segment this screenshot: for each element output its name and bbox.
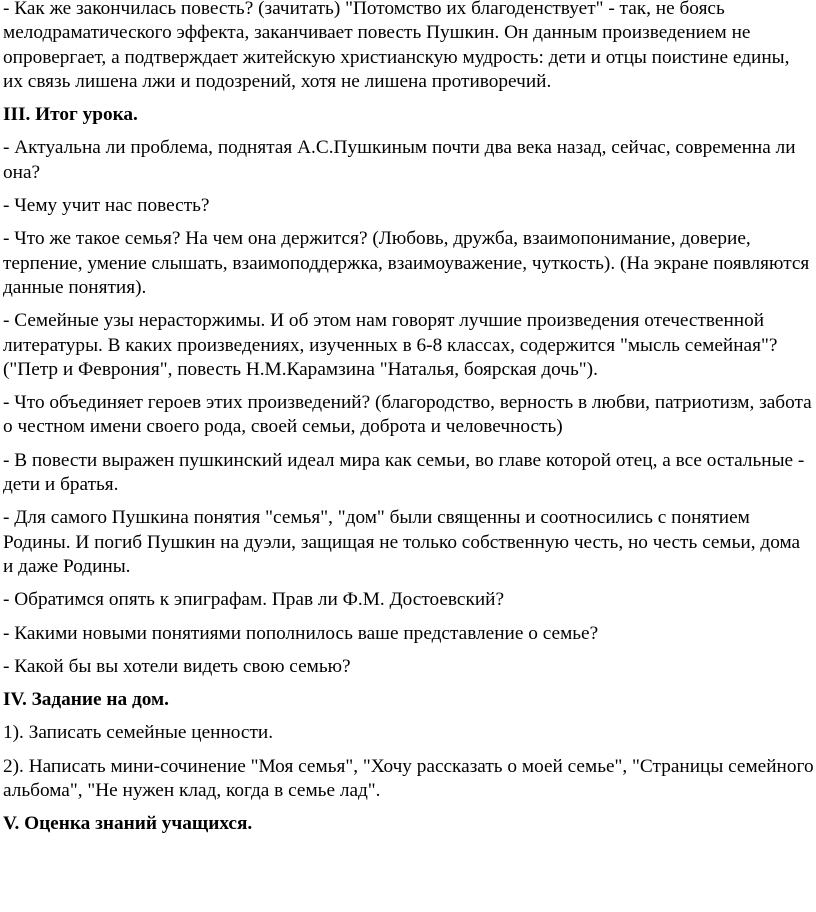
section-heading-assessment: V. Оценка знаний учащихся. (3, 813, 253, 835)
section-heading-homework: IV. Задание на дом. (3, 689, 169, 711)
question-family-definition: - Что же такое семья? На чем она держится? (Любовь, дружба, взаимопонимание, доверие, терпение, умение слышать, взаимоподдержка, взаимоуважение, чуткость). (На экране появляются данные понятия). (3, 228, 810, 298)
question-heroes-common: - Что объединяет героев этих произведений? (благородство, верность в любви, патриотизм, забота о честном имени своего рода, своей семьи, доброта и человечность) (3, 392, 812, 438)
question-relevance: - Актуальна ли проблема, поднятая А.С.Пушкиным почти два века назад, сейчас, современна ли она? (3, 137, 796, 183)
question-desired-family: - Какой бы вы хотели видеть свою семью? (3, 655, 351, 677)
section-heading-lesson-summary: III. Итог урока. (3, 104, 138, 126)
question-epigraphs: - Обратимся опять к эпиграфам. Прав ли Ф.М. Достоевский? (3, 589, 505, 611)
story-ending-paragraph: - Как же закончилась повесть? (зачитать) "Потомство их благоденствует" - так, не боясь мелодраматического эффекта, заканчивает повесть Пушкин. Он данным произведением не опровергает, а подтверждает житейскую христианскую мудрость: дети и отцы поистине едины, их связь лишена лжи и подозрений, хотя не лишена противоречий. (3, 0, 790, 92)
statement-pushkin-family-home: - Для самого Пушкина понятия "семья", "дом" были священны и соотносились с понятием Родины. И погиб Пушкин на дуэли, защищая не только собственную честь, но честь семьи, дома и даже Родины. (3, 507, 801, 577)
question-teaching: - Чему учит нас повесть? (3, 195, 210, 217)
homework-item-1: 1). Записать семейные ценности. (3, 722, 274, 744)
statement-pushkin-ideal: - В повести выражен пушкинский идеал мира как семьи, во главе которой отец, а все остальные - дети и братья. (3, 449, 805, 496)
homework-item-2: 2). Написать мини-сочинение "Моя семья", "Хочу рассказать о моей семье", "Страницы семейного альбома", "Не нужен клад, когда в семье лад". (3, 755, 814, 802)
question-new-concepts: - Какими новыми понятиями пополнилось ваше представление о семье? (3, 622, 599, 644)
question-family-bonds: - Семейные узы нерасторжимы. И об этом нам говорят лучшие произведения отечественной литературы. В каких произведениях, изученных в 6-8 классах, содержится "мысль семейная"? ("Петр и Феврония", повесть Н.М.Карамзина "Наталья, боярская дочь"). (3, 310, 778, 380)
